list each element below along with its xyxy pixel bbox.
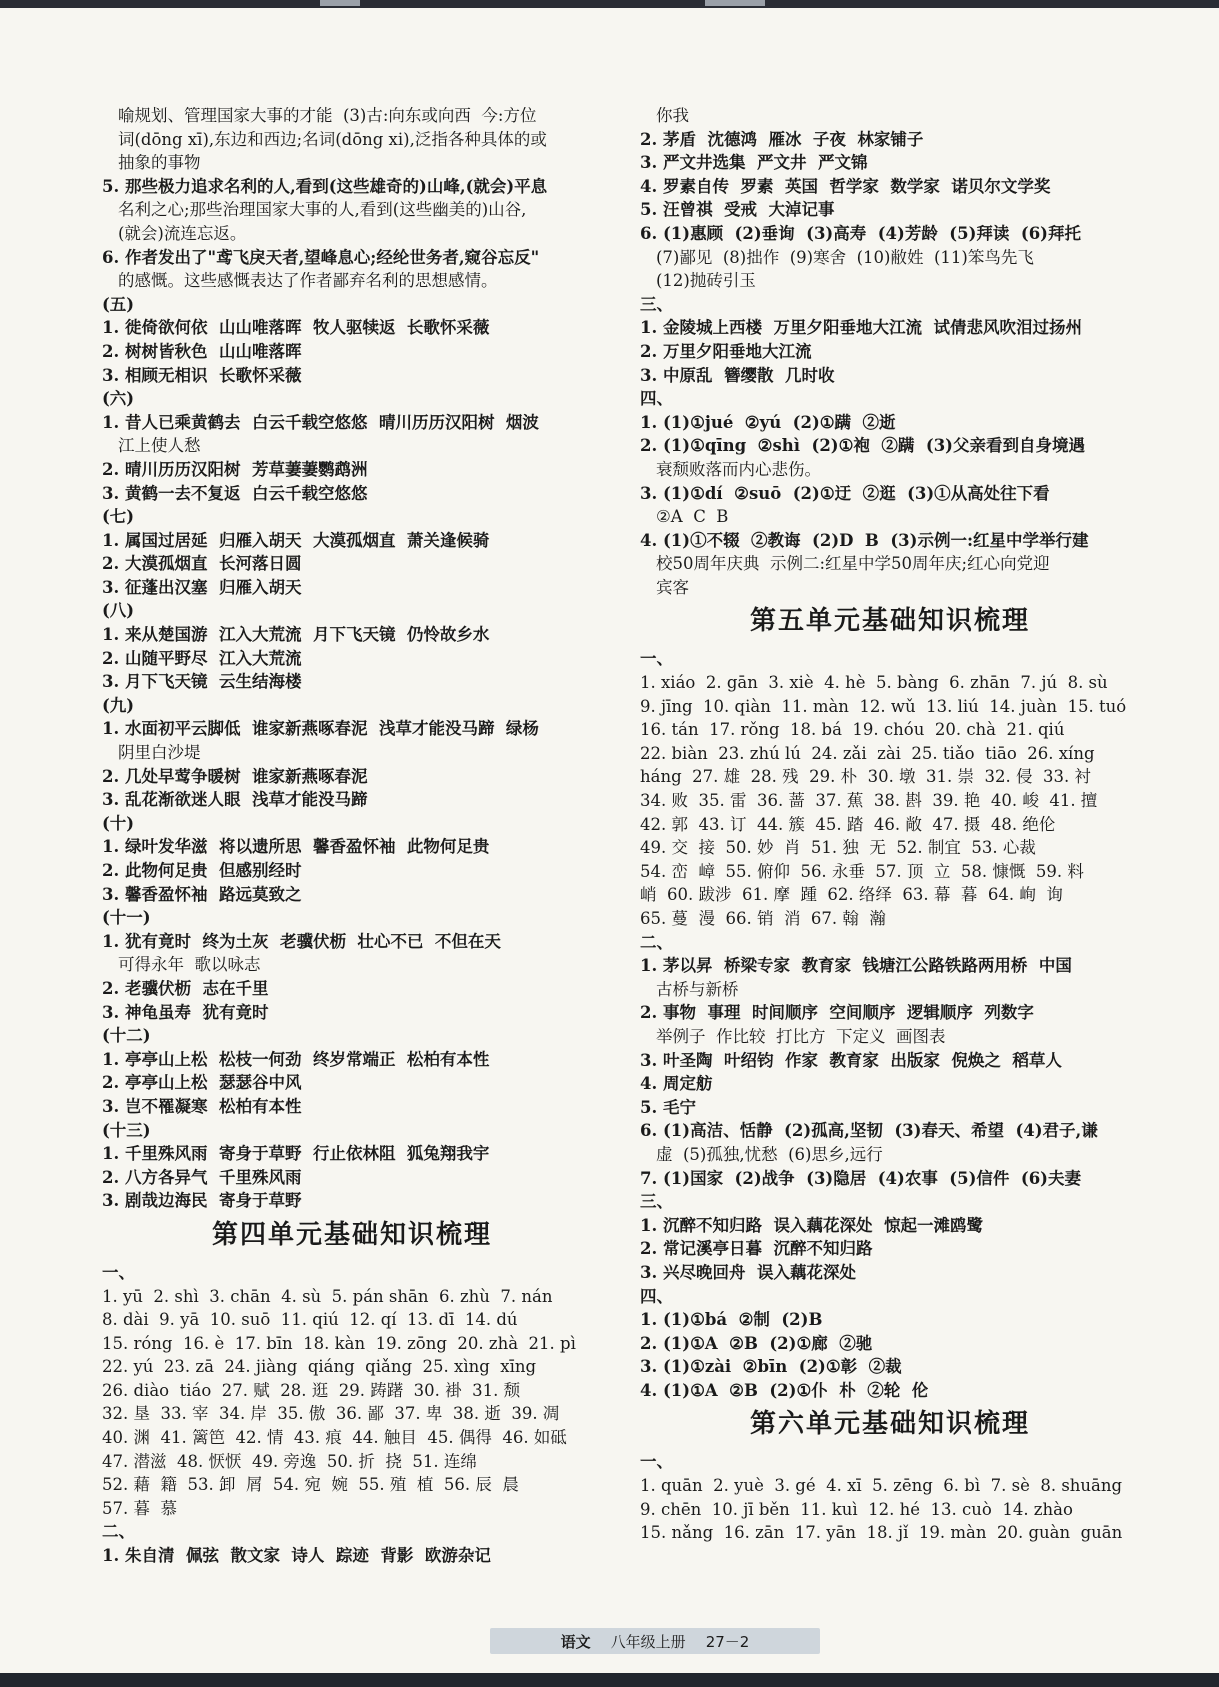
answer-line: 52. 藉 籍 53. 卸 屑 54. 宛 婉 55. 殖 植 56. 辰 晨 xyxy=(102,1475,519,1495)
answer-line: 你我 xyxy=(656,106,689,125)
answer-line: 1. 金陵城上西楼 万里夕阳垂地大江流 试倩悲风吹泪过扬州 xyxy=(640,318,1082,338)
answer-line: 可得永年 歌以咏志 xyxy=(118,955,261,975)
answer-line: 1. xiáo 2. gān 3. xiè 4. hè 5. bàng 6. zhān 7. jú 8. sù xyxy=(640,673,1108,693)
answer-line: 8. dài 9. yā 10. suō 11. qiú 12. qí 13. dī 14. dú xyxy=(102,1310,518,1330)
answer-line: 16. tán 17. rǒng 18. bá 19. chóu 20. chà 21. qiú xyxy=(640,720,1065,740)
answer-line: 3. 相顾无相识 长歌怀采薇 xyxy=(102,365,302,385)
answer-line: 2. 树树皆秋色 山山唯落晖 xyxy=(102,341,302,361)
answer-line: (九) xyxy=(102,695,135,715)
answer-line: 1. 茅以昇 桥梁专家 教育家 钱塘江公路铁路两用桥 中国 xyxy=(640,956,1072,976)
answer-line: 3. 岂不罹凝寒 松柏有本性 xyxy=(102,1096,302,1116)
footer-subject: 语文 xyxy=(560,1632,591,1651)
answer-line: 词(dōng xī),东边和西边;名词(dōng xi),泛指各种具体的或 xyxy=(118,129,547,149)
answer-line: 5. 毛宁 xyxy=(640,1097,696,1117)
answer-line: 衰颓败落而内心悲伤。 xyxy=(656,459,821,479)
answer-line: 3. (1)①zài ②bīn (2)①彰 ②裁 xyxy=(640,1357,902,1377)
answer-line: 1. 犹有竟时 终为土灰 老骥伏枥 壮心不已 不但在天 xyxy=(102,931,501,951)
answer-line: 1. yū 2. shì 3. chān 4. sù 5. pán shān 6. zhù 7. nán xyxy=(102,1286,553,1306)
scan-top-edge xyxy=(0,0,1219,8)
answer-line: 3. 馨香盈怀袖 路远莫致之 xyxy=(102,884,302,904)
answer-line: 1. (1)①jué ②yú (2)①蹒 ②逝 xyxy=(640,412,896,432)
answer-line: (十二) xyxy=(102,1026,151,1046)
answer-line: 名利之心;那些治理国家大事的人,看到(这些幽美的)山谷, xyxy=(118,200,527,220)
answer-line: 40. 渊 41. 篱笆 42. 情 43. 痕 44. 触目 45. 偶得 46. 如砥 xyxy=(102,1428,567,1448)
answer-line: 2. 万里夕阳垂地大江流 xyxy=(640,341,812,361)
answer-line: 1. (1)①bá ②制 (2)B xyxy=(640,1310,823,1330)
answer-line: 42. 郭 43. 订 44. 簇 45. 踏 46. 敞 47. 摄 48. 绝伦 xyxy=(640,814,1056,834)
answer-line: 3. 神龟虽寿 犹有竟时 xyxy=(102,1002,269,1022)
answer-line: 26. diào tiáo 27. 赋 28. 逛 29. 踌躇 30. 褂 31. 颓 xyxy=(102,1380,521,1400)
answer-line: 65. 蔓 漫 66. 销 消 67. 翰 瀚 xyxy=(640,909,886,928)
footer-page-number: 27－2 xyxy=(705,1632,750,1651)
answer-line: 1. quān 2. yuè 3. gé 4. xī 5. zēng 6. bì 7. sè 8. shuāng xyxy=(640,1476,1123,1496)
answer-line: 3. 兴尽晚回舟 误入藕花深处 xyxy=(640,1262,856,1282)
answer-line: (就会)流连忘返。 xyxy=(118,223,247,243)
scan-artifact xyxy=(320,0,360,6)
answer-line: 2. 山随平野尽 江入大荒流 xyxy=(102,648,302,668)
answer-line: 1. 昔人已乘黄鹤去 白云千载空悠悠 晴川历历汉阳树 烟波 xyxy=(102,412,539,432)
answer-line: 4. 周定舫 xyxy=(640,1074,713,1094)
answer-line: 2. 八方各异气 千里殊风雨 xyxy=(102,1167,302,1187)
page-footer xyxy=(490,1628,820,1654)
answer-line: 2. 亭亭山上松 瑟瑟谷中风 xyxy=(102,1073,302,1093)
answer-line: 1. 绿叶发华滋 将以遗所思 馨香盈怀袖 此物何足贵 xyxy=(102,837,490,857)
answer-line: 4. (1)①A ②B (2)①仆 朴 ②轮 伦 xyxy=(640,1380,929,1400)
answer-line: 4. 罗素自传 罗素 英国 哲学家 数学家 诺贝尔文学奖 xyxy=(640,176,1051,196)
answer-line: 3. 月下飞天镜 云生结海楼 xyxy=(102,672,302,692)
answer-line: 虚 (5)孤独,忧愁 (6)思乡,远行 xyxy=(656,1144,883,1164)
answer-line: 抽象的事物 xyxy=(118,153,201,173)
answer-line: 2. 此物何足贵 但感别经时 xyxy=(102,861,302,880)
answer-line: 二、 xyxy=(640,932,673,952)
answer-line: 的感慨。这些感慨表达了作者鄙弃名利的思想感情。 xyxy=(118,271,498,291)
section-heading: 第五单元基础知识梳理 xyxy=(749,606,1030,637)
answer-line: 一、 xyxy=(102,1262,135,1282)
answer-line: 3. 中原乱 簪缨散 几时收 xyxy=(640,365,835,385)
answer-line: 古桥与新桥 xyxy=(656,979,739,999)
answer-line: 15. nǎng 16. zān 17. yān 18. jǐ 19. màn 20. guàn guān xyxy=(640,1523,1123,1543)
left-column xyxy=(102,104,602,1568)
answer-line: 四、 xyxy=(640,1286,673,1306)
scan-artifact xyxy=(705,0,765,6)
answer-line: 3. 叶圣陶 叶绍钧 作家 教育家 出版家 倪焕之 稻草人 xyxy=(640,1050,1062,1070)
answer-line: 1. 徙倚欲何依 山山唯落晖 牧人驱犊返 长歌怀采薇 xyxy=(102,318,490,338)
answer-line: 1. 千里殊风雨 寄身于草野 行止依林阻 狐兔翔我宇 xyxy=(102,1144,490,1164)
answer-line: 1. 朱自清 佩弦 散文家 诗人 踪迹 背影 欧游杂记 xyxy=(102,1546,491,1566)
answer-line: 三、 xyxy=(640,294,673,314)
answer-line: 2. 老骥伏枥 志在千里 xyxy=(102,978,269,998)
answer-line: (五) xyxy=(102,294,135,314)
answer-line: 6. (1)惠顾 (2)垂询 (3)高寿 (4)芳龄 (5)拜读 (6)拜托 xyxy=(640,223,1081,243)
answer-line: 1. 来从楚国游 江入大荒流 月下飞天镜 仍怜故乡水 xyxy=(102,625,490,645)
answer-line: (六) xyxy=(102,389,135,409)
answer-line: 一、 xyxy=(640,649,673,669)
answer-line: 3. (1)①dí ②suō (2)①迂 ②逛 (3)①从高处往下看 xyxy=(640,483,1050,503)
footer-grade: 八年级上册 xyxy=(610,1632,686,1651)
answer-line: 1. 亭亭山上松 松枝一何劲 终岁常端正 松柏有本性 xyxy=(102,1049,490,1069)
answer-line: 阴里白沙堤 xyxy=(118,743,201,763)
answer-line: 7. (1)国家 (2)战争 (3)隐居 (4)农事 (5)信件 (6)夫妻 xyxy=(640,1168,1081,1188)
answer-line: 9. chēn 10. jī běn 11. kuì 12. hé 13. cuò 14. zhào xyxy=(640,1499,1073,1519)
answer-line: 2. 事物 事理 时间顺序 空间顺序 逻辑顺序 列数字 xyxy=(640,1003,1034,1023)
answer-line: 一、 xyxy=(640,1452,673,1472)
answer-line: (12)抛砖引玉 xyxy=(656,271,756,291)
answer-line: (十一) xyxy=(102,908,151,928)
answer-line: 宾客 xyxy=(656,577,689,597)
answer-line: 江上使人愁 xyxy=(118,436,201,456)
answer-line: 15. róng 16. è 17. bīn 18. kàn 19. zōng 20. zhà 21. pì xyxy=(102,1333,576,1353)
answer-line: 1. 属国过居延 归雁入胡天 大漠孤烟直 萧关逢候骑 xyxy=(102,530,490,550)
answer-line: 二、 xyxy=(102,1522,135,1542)
answer-line: 3. 严文井选集 严文井 严文锦 xyxy=(640,153,868,173)
answer-line: (八) xyxy=(102,601,135,621)
answer-line: 5. 汪曾祺 受戒 大淖记事 xyxy=(640,200,835,220)
answer-line: 3. 剧哉边海民 寄身于草野 xyxy=(102,1191,302,1211)
answer-line: (七) xyxy=(102,507,135,527)
answer-line: 6. (1)高洁、恬静 (2)孤高,坚韧 (3)春天、希望 (4)君子,谦 xyxy=(640,1121,1098,1141)
answer-line: 9. jīng 10. qiàn 11. màn 12. wǔ 13. liú 14. juàn 15. tuó xyxy=(640,696,1127,716)
answer-line: 2. 晴川历历汉阳树 芳草萋萋鹦鹉洲 xyxy=(102,459,368,479)
answer-line: 三、 xyxy=(640,1192,673,1212)
answer-line: ②A C B xyxy=(656,507,729,527)
answer-line: 1. 沉醉不知归路 误入藕花深处 惊起一滩鸥鹭 xyxy=(640,1215,983,1235)
answer-line: 6. 作者发出了"鸢飞戾天者,望峰息心;经纶世务者,窥谷忘反" xyxy=(102,247,540,267)
right-column xyxy=(640,104,1140,1545)
answer-line: (十) xyxy=(102,813,135,833)
answer-line: 3. 黄鹤一去不复返 白云千载空悠悠 xyxy=(102,483,368,503)
answer-line: 1. 水面初平云脚低 谁家新燕啄春泥 浅草才能没马蹄 绿杨 xyxy=(102,719,539,739)
answer-line: 2. 茅盾 沈德鸿 雁冰 子夜 林家铺子 xyxy=(640,129,924,149)
answer-line: 校50周年庆典 示例二:红星中学50周年庆;红心向党迎 xyxy=(656,554,1050,574)
scan-bottom-edge xyxy=(0,1673,1219,1687)
section-heading: 第六单元基础知识梳理 xyxy=(749,1409,1030,1440)
answer-line: 2. (1)①A ②B (2)①廊 ②驰 xyxy=(640,1333,873,1353)
answer-line: 22. yú 23. zā 24. jiàng qiáng qiǎng 25. xìng xīng xyxy=(102,1357,537,1377)
answer-line: 2. (1)①qīng ②shì (2)①袍 ②蹒 (3)父亲看到自身境遇 xyxy=(640,436,1085,456)
answer-line: (7)鄙见 (8)拙作 (9)寒舍 (10)敝姓 (11)笨鸟先飞 xyxy=(656,247,1034,267)
answer-line: 喻规划、管理国家大事的才能 (3)古:向东或向西 今:方位 xyxy=(118,106,537,125)
answer-line: 3. 征蓬出汉塞 归雁入胡天 xyxy=(102,577,302,597)
section-heading: 第四单元基础知识梳理 xyxy=(211,1219,492,1250)
answer-line: 49. 交 接 50. 妙 肖 51. 独 无 52. 制宜 53. 心裁 xyxy=(640,838,1036,858)
answer-line: 四、 xyxy=(640,389,673,409)
answer-line: 57. 暮 慕 xyxy=(102,1498,177,1518)
answer-line: 举例子 作比较 打比方 下定义 画图表 xyxy=(656,1026,946,1046)
answer-line: 34. 败 35. 雷 36. 蔷 37. 蕉 38. 斟 39. 艳 40. 峻 41. 擅 xyxy=(640,791,1098,811)
answer-line: 47. 潜滋 48. 恹恹 49. 旁逸 50. 折 挠 51. 连绵 xyxy=(102,1451,477,1471)
answer-line: 峭 60. 跋涉 61. 摩 踵 62. 络绎 63. 幕 暮 64. 峋 询 xyxy=(640,885,1063,905)
answer-line: 2. 几处早莺争暖树 谁家新燕啄春泥 xyxy=(102,766,368,786)
answer-line: háng 27. 雄 28. 残 29. 朴 30. 墩 31. 崇 32. 侵 33. 衬 xyxy=(640,767,1091,787)
answer-line: 2. 常记溪亭日暮 沉醉不知归路 xyxy=(640,1239,873,1259)
answer-line: (十三) xyxy=(102,1120,151,1140)
answer-line: 54. 峦 嶂 55. 俯仰 56. 永垂 57. 顶 立 58. 慷慨 59. 料 xyxy=(640,861,1084,881)
answer-line: 2. 大漠孤烟直 长河落日圆 xyxy=(102,554,302,574)
answer-line: 3. 乱花渐欲迷人眼 浅草才能没马蹄 xyxy=(102,790,368,810)
answer-line: 5. 那些极力追求名利的人,看到(这些雄奇的)山峰,(就会)平息 xyxy=(102,176,548,196)
answer-line: 32. 垦 33. 宰 34. 岸 35. 傲 36. 鄙 37. 卑 38. 逝 39. 凋 xyxy=(102,1404,560,1424)
answer-line: 22. biàn 23. zhú lú 24. zǎi zài 25. tiǎo tiāo 26. xíng xyxy=(640,743,1095,763)
answer-line: 4. (1)①不辍 ②教诲 (2)D B (3)示例一:红星中学举行建 xyxy=(640,530,1089,550)
